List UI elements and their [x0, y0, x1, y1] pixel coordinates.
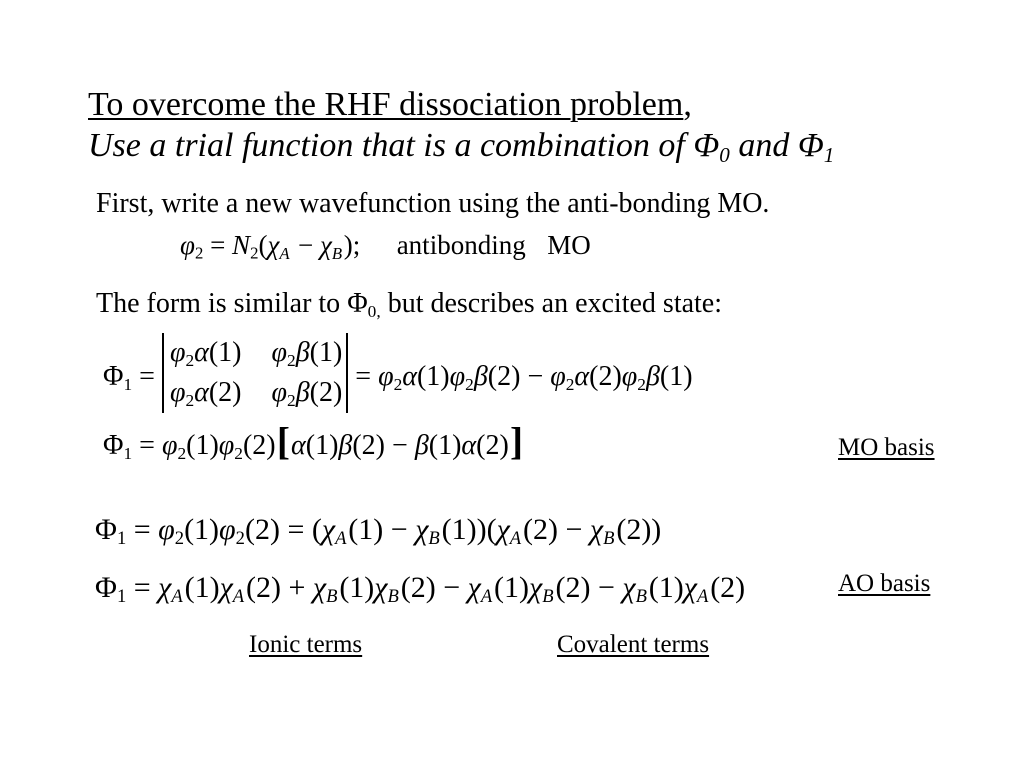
math-op [287, 513, 304, 546]
math-op [527, 361, 543, 392]
math-var [415, 430, 429, 461]
math-bracket [277, 420, 290, 463]
phi-one-symbol: Φ [797, 127, 824, 164]
math-word [397, 230, 526, 260]
phi-zero-symbol: Φ [347, 288, 368, 319]
math-var-text: α [194, 337, 209, 368]
math-subscript: A [171, 586, 183, 608]
math-var [550, 361, 574, 392]
math-num [649, 571, 684, 604]
math-op-text: = [210, 230, 226, 260]
math-num [401, 571, 436, 604]
math-num-text: (2) [245, 571, 281, 604]
math-num-text: (2) [309, 377, 343, 408]
math-var [467, 571, 494, 608]
math-var-text: β [645, 361, 660, 392]
math-subscript: B [326, 586, 338, 608]
math-var [496, 513, 523, 550]
math-word [547, 230, 591, 260]
math-subscript: 2 [565, 374, 575, 394]
math-word-text: MO [547, 230, 591, 260]
math-sym-text: Φ [95, 571, 117, 604]
math-var-text: φ [158, 513, 175, 546]
math-var [272, 337, 296, 368]
math-var [374, 571, 400, 608]
matrix-cell [164, 333, 242, 373]
math-var-text: α [574, 361, 590, 392]
math-num-text: (1) [208, 337, 242, 368]
math-var-text: N [232, 230, 251, 260]
math-num-text: (2) [400, 571, 436, 604]
math-num [310, 337, 343, 368]
form-text-before: The form is similar to [96, 288, 348, 319]
math-op-text: − [527, 361, 544, 392]
math-var [170, 377, 194, 408]
math-op [598, 571, 615, 604]
math-var [291, 430, 306, 461]
math-num-text: (1))( [441, 513, 497, 546]
ionic-terms-label: Ionic terms [249, 631, 363, 658]
math-subscript: 1 [123, 374, 133, 394]
math-subscript: 2 [194, 243, 204, 263]
math-num [186, 430, 219, 461]
math-num [209, 337, 242, 368]
math-num [442, 513, 497, 546]
math-num-text: (1) [339, 571, 375, 604]
math-subscript: B [387, 586, 399, 608]
math-sym [103, 361, 132, 392]
math-num-text: (1) [184, 571, 220, 604]
math-var-text: β [473, 361, 488, 392]
math-var [312, 571, 339, 608]
math-op [288, 571, 305, 604]
math-var [170, 337, 194, 368]
math-num-text: (2) [710, 571, 746, 604]
math-sym [95, 513, 127, 550]
math-var [474, 361, 488, 392]
form-text-after: but describes an excited state: [380, 288, 723, 319]
math-subscript: 2 [234, 443, 243, 463]
math-num [429, 430, 462, 461]
math-var [232, 230, 259, 263]
math-op [392, 430, 408, 461]
math-num [312, 513, 322, 546]
math-var-text: χ [158, 571, 172, 604]
math-var [589, 513, 616, 550]
math-num-text: (1) [186, 430, 219, 461]
determinant-lhs [103, 361, 162, 394]
math-op-text: = [139, 361, 155, 392]
math-subscript: A [480, 586, 493, 608]
math-var-text: φ [550, 361, 566, 392]
antibonding-mo-equation [180, 230, 591, 263]
covalent-terms-label: Covalent terms [557, 631, 710, 658]
math-subscript: A [696, 586, 709, 608]
math-bracket-text: ] [509, 420, 524, 463]
math-num [246, 571, 281, 604]
math-op [134, 513, 151, 546]
math-subscript: B [542, 586, 554, 608]
math-var [622, 571, 648, 608]
math-var-text: φ [218, 430, 235, 461]
math-num [184, 513, 219, 546]
math-var-text: χ [415, 513, 429, 546]
math-op-text: = [287, 513, 305, 546]
phi-one-subscript: 1 [823, 142, 835, 167]
math-num [710, 571, 745, 604]
math-subscript: 2 [235, 528, 245, 550]
math-op [298, 230, 313, 260]
math-var-text: α [402, 361, 417, 392]
math-var [158, 513, 185, 550]
subtitle-text-mid: and [729, 127, 798, 164]
math-op-text: − [597, 571, 615, 604]
subtitle-text-before: Use a trial function that is a combination of [88, 127, 694, 164]
math-var-text: φ [161, 430, 178, 461]
matrix-cell [242, 373, 347, 413]
math-num-text: (2)) [616, 513, 662, 546]
math-subscript: A [335, 528, 347, 550]
math-var-text: χ [496, 513, 510, 546]
math-num-text: (2) [487, 361, 521, 392]
math-num-text: (1) [309, 337, 343, 368]
ao-basis-equation [95, 571, 746, 608]
math-num-text: ( [258, 230, 268, 260]
math-num [348, 513, 383, 546]
math-subscript: 2 [177, 443, 187, 463]
math-num [243, 430, 276, 461]
math-subscript: 2 [185, 350, 195, 370]
math-num-text: (1) [348, 513, 384, 546]
math-sym [95, 571, 127, 608]
math-op [139, 430, 155, 461]
math-op [565, 513, 582, 546]
math-var-text: φ [169, 377, 186, 408]
math-subscript: 1 [116, 586, 127, 608]
math-var-text: χ [374, 571, 388, 604]
math-op-text: = [133, 513, 151, 546]
math-op-text: = [355, 361, 372, 392]
math-op-text: = [133, 571, 151, 604]
mo-basis-label: MO basis [838, 434, 935, 461]
math-num-text: (1) [428, 430, 462, 461]
math-var-text: χ [589, 513, 604, 546]
math-bracket-text: [ [276, 420, 290, 463]
title-underlined-text: To overcome the RHF dissociation problem [88, 86, 684, 123]
math-subscript: 2 [250, 243, 259, 263]
math-op-text: = [139, 430, 155, 461]
phi-zero-subscript: 0, [367, 301, 381, 321]
math-num-text: (1) [184, 513, 220, 546]
math-var [415, 513, 441, 550]
math-num-text: ( [311, 513, 322, 546]
slide-subtitle [88, 127, 835, 167]
math-num [488, 361, 521, 392]
math-subscript: 2 [393, 374, 403, 394]
math-var-text: χ [267, 230, 280, 260]
math-word-text: antibonding [396, 230, 526, 260]
math-var [450, 361, 474, 392]
math-var-text: χ [319, 230, 332, 260]
math-num-text: (2) [244, 513, 280, 546]
math-var-text: β [295, 377, 310, 408]
math-op-text: − [565, 513, 583, 546]
math-num-text: (2) [555, 571, 591, 604]
math-var [219, 430, 243, 461]
phi-zero-symbol: Φ [693, 127, 720, 164]
math-var [219, 513, 245, 550]
math-var-text: χ [622, 571, 636, 604]
math-op [443, 571, 460, 604]
math-var-text: α [194, 377, 209, 408]
math-var [296, 337, 310, 368]
matrix-cell [242, 333, 347, 373]
math-num [245, 513, 280, 546]
math-var [574, 361, 589, 392]
math-var [338, 430, 352, 461]
math-num [209, 377, 242, 408]
math-num-text: (2) [476, 430, 509, 461]
math-var [296, 377, 310, 408]
math-num-text: (1) [648, 571, 684, 604]
math-var [683, 571, 710, 608]
math-subscript: B [428, 528, 440, 550]
math-op [391, 513, 408, 546]
math-num [555, 571, 590, 604]
form-description [96, 288, 723, 321]
math-subscript: 2 [287, 390, 296, 410]
math-var-text: α [461, 430, 477, 461]
math-subscript: 2 [174, 528, 185, 550]
math-subscript: B [635, 586, 647, 608]
math-num-text: (2) [523, 513, 558, 546]
math-var [272, 377, 296, 408]
math-var-text: φ [271, 377, 287, 408]
math-num-text: (1) [305, 430, 339, 461]
math-subscript: 1 [123, 443, 133, 463]
math-num [352, 430, 385, 461]
slater-determinant-matrix [162, 333, 348, 413]
math-var-text: χ [312, 571, 327, 604]
math-subscript: B [603, 528, 615, 550]
math-num [660, 361, 693, 392]
mo-basis-equation [103, 420, 524, 463]
math-bracket [510, 420, 523, 463]
math-num-text: (2) [352, 430, 386, 461]
math-subscript: A [509, 528, 522, 550]
math-num [616, 513, 661, 546]
math-num [476, 430, 509, 461]
math-var [319, 230, 344, 263]
math-num-text: (2) [242, 430, 276, 461]
math-sym-text: Φ [103, 430, 124, 461]
title-comma: , [683, 86, 692, 123]
intro-text: First, write a new wavefunction using the anti-bonding MO. [96, 188, 770, 219]
math-num-text: (2) [208, 377, 242, 408]
math-var [180, 230, 204, 263]
math-num [185, 571, 220, 604]
math-subscript: A [279, 243, 290, 263]
math-var-text: χ [529, 571, 543, 604]
math-var [194, 377, 209, 408]
math-var [646, 361, 660, 392]
math-var-text: φ [180, 230, 195, 260]
math-subscript: A [232, 586, 245, 608]
math-sym [103, 430, 132, 461]
matrix-cell [164, 373, 242, 413]
math-subscript: 2 [465, 374, 474, 394]
math-var [219, 571, 246, 608]
slide-title [88, 88, 692, 122]
math-var-text: χ [321, 513, 336, 546]
math-num [417, 361, 450, 392]
math-num-text: (2) [589, 361, 622, 392]
math-op-text: − [390, 513, 408, 546]
ao-basis-label: AO basis [838, 570, 931, 597]
math-var-text: φ [378, 361, 394, 392]
math-var [267, 230, 291, 263]
math-num [523, 513, 558, 546]
math-var-text: α [291, 430, 306, 461]
math-num [344, 230, 361, 260]
math-var-text: φ [271, 337, 287, 368]
math-num-text: (1) [416, 361, 450, 392]
math-sym-text: Φ [95, 513, 117, 546]
math-subscript: 2 [185, 390, 195, 410]
math-var-text: β [414, 430, 429, 461]
determinant-equation [103, 333, 693, 413]
math-op [139, 361, 155, 392]
math-var-text: φ [621, 361, 638, 392]
math-num-text: (1) [659, 361, 693, 392]
math-var [378, 361, 402, 392]
math-subscript: B [331, 243, 343, 263]
math-sym-text: Φ [103, 361, 124, 392]
math-var [162, 430, 186, 461]
math-op-text: + [288, 571, 306, 604]
math-var [402, 361, 417, 392]
math-var-text: χ [683, 571, 697, 604]
math-var [321, 513, 348, 550]
math-var [461, 430, 476, 461]
math-var-text: φ [449, 361, 466, 392]
math-var-text: β [295, 337, 310, 368]
math-var [529, 571, 555, 608]
math-op [210, 230, 225, 260]
math-num [339, 571, 374, 604]
math-var [158, 571, 184, 608]
math-op-text: − [297, 230, 314, 260]
math-op [355, 361, 371, 392]
math-op [134, 571, 151, 604]
math-var [194, 337, 209, 368]
math-var [622, 361, 646, 392]
math-var-text: χ [467, 571, 481, 604]
math-num-text: (1) [494, 571, 530, 604]
math-op-text: − [392, 430, 408, 461]
math-num [306, 430, 339, 461]
math-num-text: ); [343, 230, 361, 260]
math-var-text: χ [219, 571, 233, 604]
math-var-text: β [338, 430, 353, 461]
math-subscript: 2 [287, 350, 296, 370]
math-num [310, 377, 343, 408]
math-subscript: 1 [116, 528, 127, 550]
math-subscript: 2 [637, 374, 646, 394]
math-op-text: − [443, 571, 461, 604]
phi-zero-subscript: 0 [719, 142, 730, 167]
math-num [589, 361, 622, 392]
ao-product-equation [95, 513, 662, 550]
math-var-text: φ [169, 337, 186, 368]
math-var-text: φ [219, 513, 236, 546]
determinant-rhs [348, 361, 693, 394]
math-num [494, 571, 529, 604]
